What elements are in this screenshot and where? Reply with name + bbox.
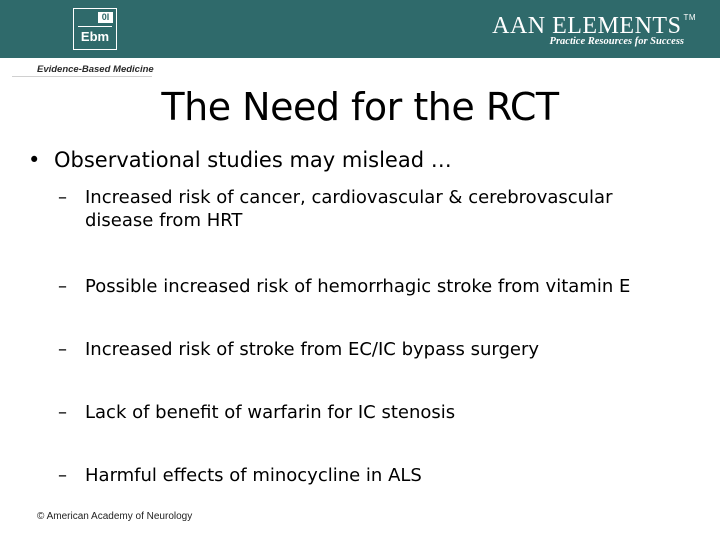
- ebm-logo: [73, 8, 117, 50]
- slide-title: The Need for the RCT: [161, 85, 559, 129]
- main-bullet: [28, 148, 452, 172]
- sub-item-marker: –: [58, 187, 67, 208]
- subtitle-rule: [12, 76, 152, 77]
- sub-item-text: Lack of benefit of warfarin for IC stenosis: [85, 402, 456, 423]
- sub-item: [58, 338, 678, 361]
- ebm-logo-box: 0I: [98, 12, 113, 23]
- footer-copyright: © American Academy of Neurology: [37, 511, 193, 522]
- sub-item: [58, 275, 678, 298]
- sub-item-text: Increased risk of cancer, cardiovascular & cerebrovascular disease from HRT: [85, 187, 613, 231]
- sub-item-marker: –: [58, 339, 67, 360]
- sub-item-marker: –: [58, 276, 67, 297]
- sub-item-marker: –: [58, 465, 67, 486]
- sub-item-text: Possible increased risk of hemorrhagic stroke from vitamin E: [85, 276, 631, 297]
- brand-trademark: TM: [683, 13, 696, 22]
- header-band: [0, 0, 720, 58]
- sub-item-text: Increased risk of stroke from EC/IC bypass surgery: [85, 339, 539, 360]
- ebm-logo-word: Ebm: [80, 29, 110, 44]
- brand-tagline: Practice Resources for Success: [549, 36, 684, 47]
- sub-item-text: Harmful effects of minocycline in ALS: [85, 465, 422, 486]
- sub-item: [58, 401, 678, 424]
- sub-item: [58, 464, 678, 487]
- ebm-logo-divider: [78, 26, 112, 27]
- sub-item: [58, 186, 678, 232]
- sub-item-marker: –: [58, 402, 67, 423]
- brand-title-text: AAN ELEMENTS: [492, 13, 682, 39]
- bullet-marker: •: [28, 148, 41, 172]
- ebm-subtitle: Evidence-Based Medicine: [37, 64, 154, 75]
- main-bullet-text: Observational studies may mislead …: [54, 148, 452, 172]
